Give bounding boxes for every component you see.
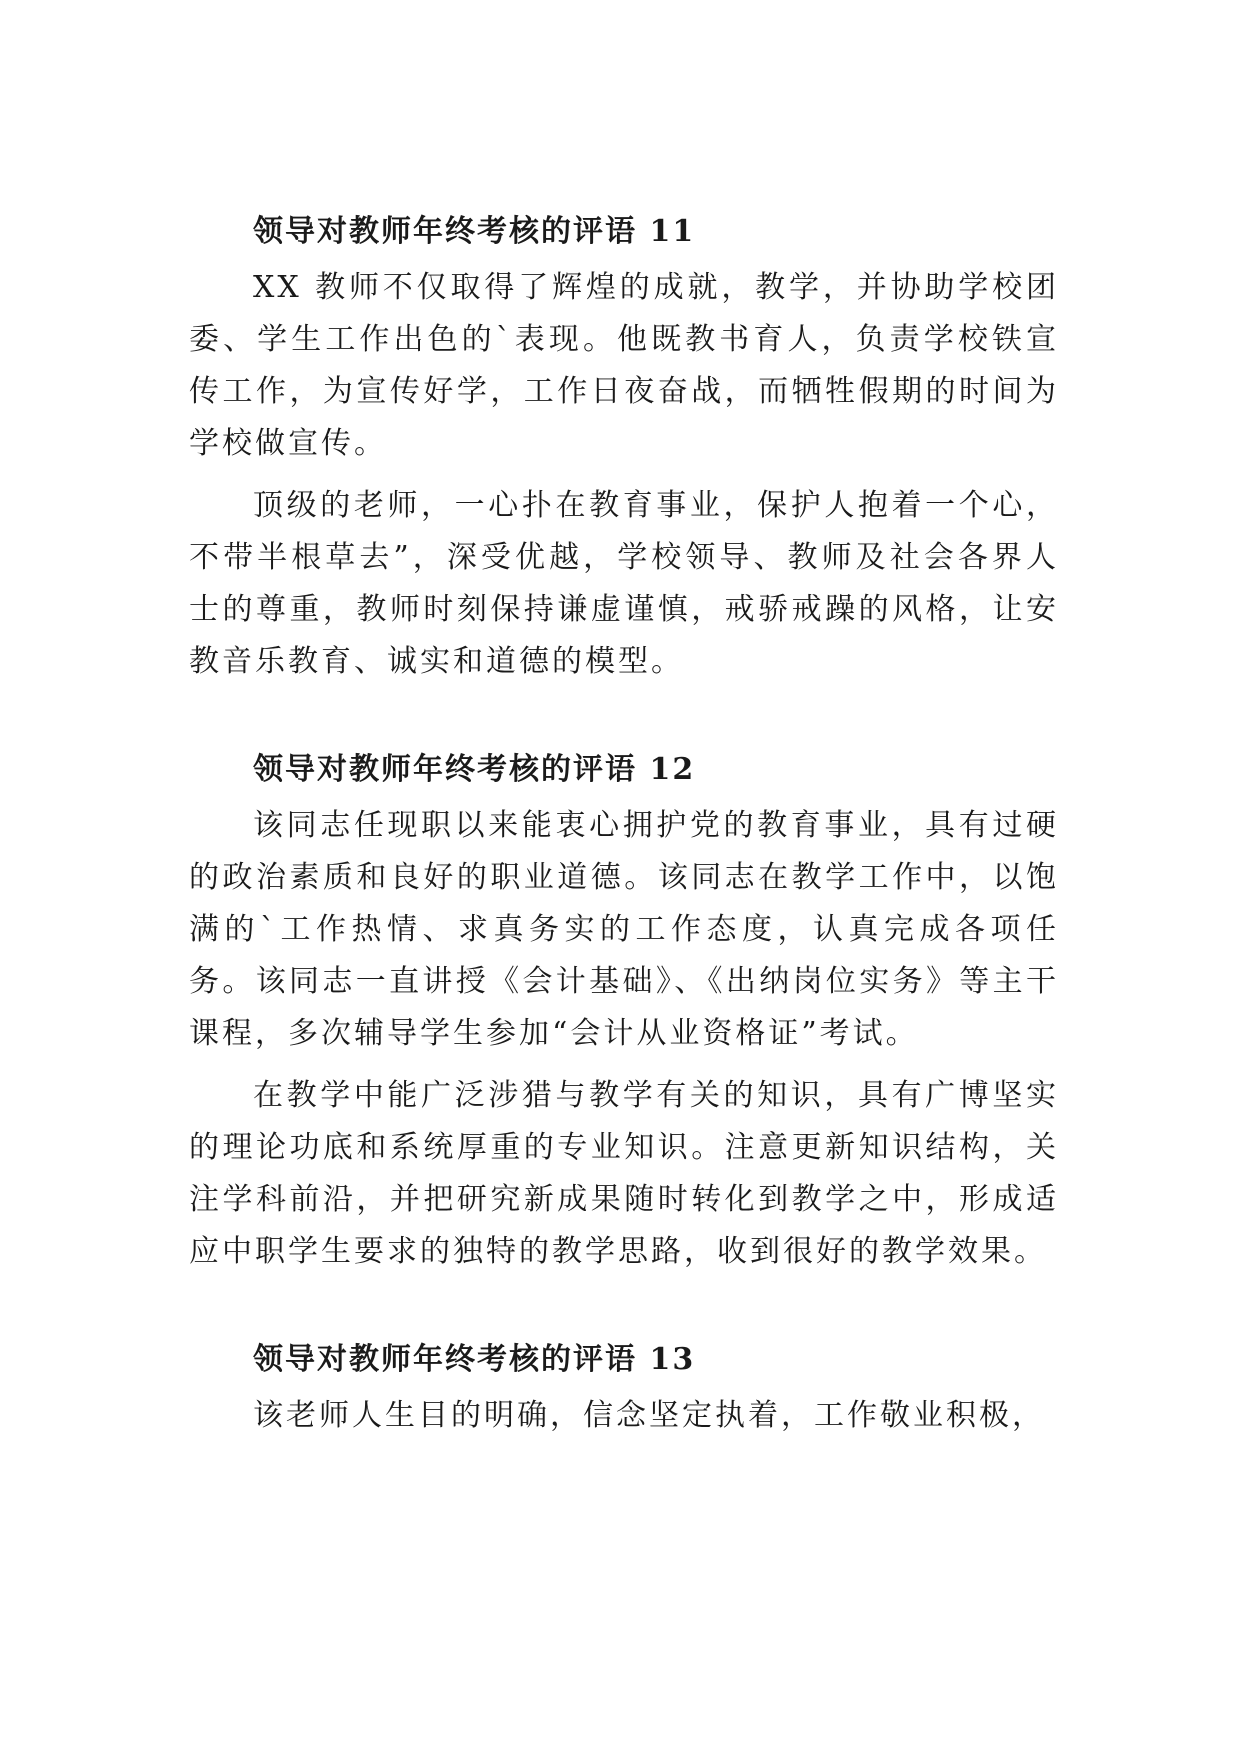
section-title: 领导对教师年终考核的评语 11	[253, 214, 696, 249]
section-13	[189, 1340, 1059, 1442]
section-11	[189, 212, 1059, 688]
paragraph: 在教学中能广泛涉猎与教学有关的知识，具有广博坚实的理论功底和系统厚重的专业知识。注意更新知识结构，关注学科前沿，并把研究新成果随时转化到教学之中，形成适应中职学生要求的独特的教学思路，收到很好的教学效果。	[189, 1078, 1059, 1269]
paragraph: 顶级的老师，一心扑在教育事业，保护人抱着一个心，不带半根草去”，深受优越，学校领导、教师及社会各界人士的尊重，教师时刻保持谦虚谨慎，戒骄戒躁的风格，让安教音乐教育、诚实和道德的模型。	[189, 488, 1059, 679]
section-title: 领导对教师年终考核的评语 13	[253, 1342, 696, 1377]
paragraph: 该老师人生目的明确，信念坚定执着，工作敬业积极，	[253, 1398, 1045, 1433]
paragraph: 该同志任现职以来能衷心拥护党的教育事业，具有过硬的政治素质和良好的职业道德。该同志在教学工作中，以饱满的`工作热情、求真务实的工作态度，认真完成各项任务。该同志一直讲授《会计基础》、《出纳岗位实务》等主干课程，多次辅导学生参加“会计从业资格证”考试。	[189, 808, 1059, 1051]
section-title: 领导对教师年终考核的评语 12	[253, 752, 696, 787]
document-page	[189, 212, 1059, 1504]
paragraph: XX 教师不仅取得了辉煌的成就，教学，并协助学校团委、学生工作出色的`表现。他既教书育人，负责学校铁宣传工作，为宣传好学，工作日夜奋战，而牺牲假期的时间为学校做宣传。	[189, 270, 1059, 461]
section-12	[189, 750, 1059, 1278]
